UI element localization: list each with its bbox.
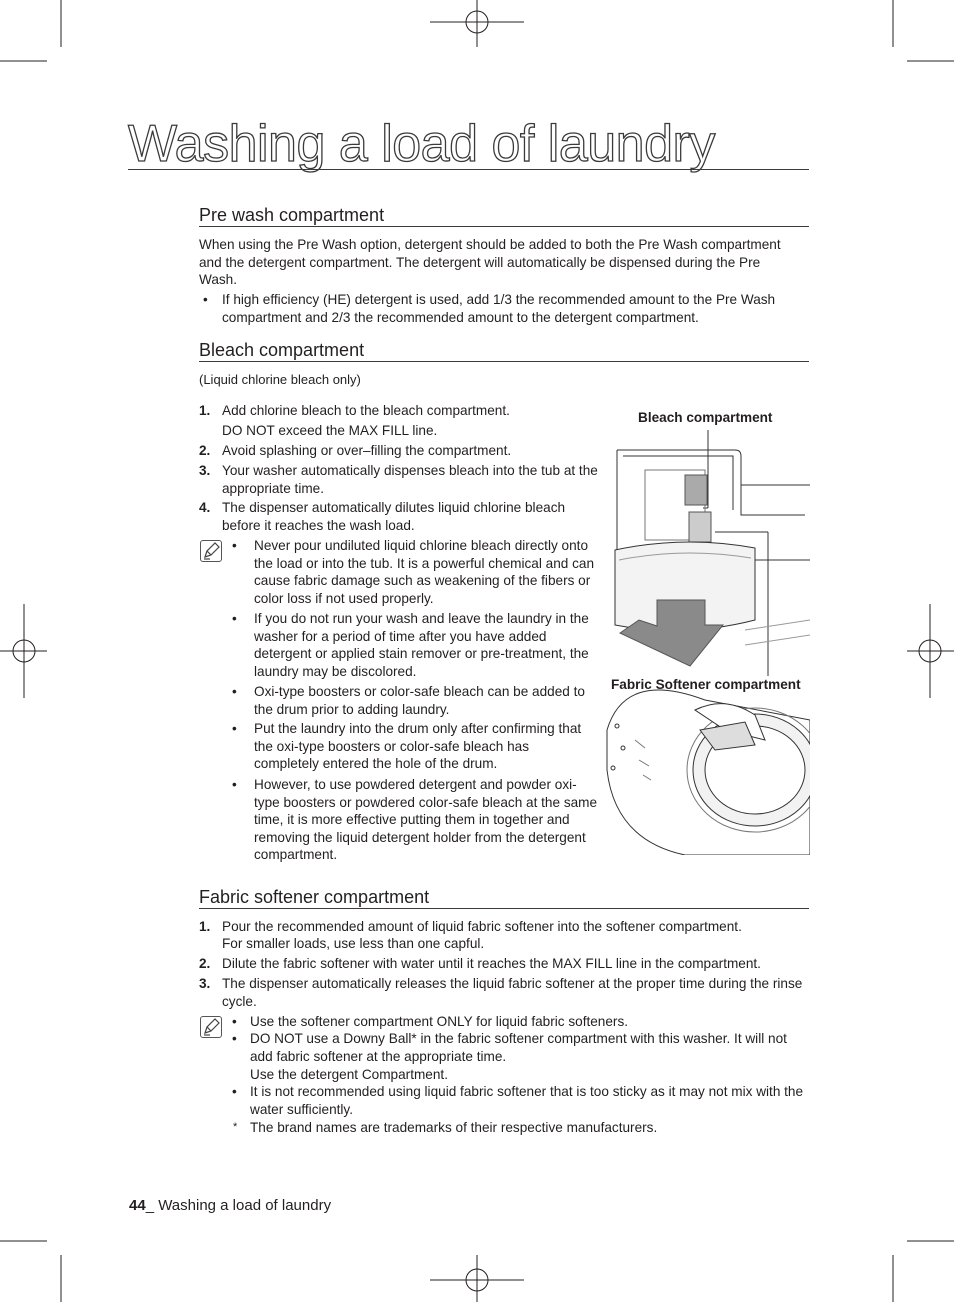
bleach-note: However, to use powdered detergent and powder oxi-type boosters or powdered color-safe bleach at the same time, it is more effective putting them in together and removing the liquid detergent holder from the detergent compartment.: [254, 777, 598, 863]
softener-step-extra: For smaller loads, use less than one capful.: [222, 936, 485, 951]
page-footer: [129, 1197, 331, 1214]
softener-step-number: 1.: [199, 919, 211, 934]
prewash-heading: Pre wash compartment: [199, 204, 809, 227]
bullet-icon: •: [232, 721, 237, 736]
bullet-icon: •: [232, 1014, 237, 1029]
bullet-icon: •: [232, 777, 237, 792]
bleach-step-text: Your washer automatically dispenses bleach into the tub at the appropriate time.: [222, 463, 598, 496]
footnote: The brand names are trademarks of their respective manufacturers.: [250, 1120, 658, 1135]
bleach-step-text: Add chlorine bleach to the bleach compartment.: [222, 403, 510, 418]
softener-note: Use the softener compartment ONLY for liquid fabric softeners.: [250, 1014, 629, 1029]
pencil-note-icon: [200, 540, 222, 562]
bleach-compartment-label: Bleach compartment: [638, 410, 773, 425]
dispenser-illustration: [605, 430, 810, 855]
softener-step-number: 2.: [199, 956, 211, 971]
softener-note-extra: Use the detergent Compartment.: [250, 1067, 448, 1082]
bullet-icon: •: [203, 292, 208, 307]
bleach-step-extra: DO NOT exceed the MAX FILL line.: [222, 423, 438, 438]
softener-step-text: Dilute the fabric softener with water until it reaches the MAX FILL line in the compartment.: [222, 956, 761, 971]
bleach-heading: Bleach compartment: [199, 339, 809, 362]
prewash-bullet: If high efficiency (HE) detergent is used, add 1/3 the recommended amount to the Pre Wash compartment and 2/3 the recommended amount to the detergent compartment.: [222, 292, 776, 325]
footnote-mark: *: [233, 1121, 238, 1133]
footer-label: _ Washing a load of laundry: [145, 1197, 332, 1214]
bullet-icon: •: [232, 684, 237, 699]
softener-note: It is not recommended using liquid fabric softener that is too sticky as it may not mix with the water sufficiently.: [250, 1084, 804, 1117]
bleach-step-number: 1.: [199, 403, 211, 418]
bullet-icon: •: [232, 1084, 237, 1099]
bleach-step-text: Avoid splashing or over–filling the compartment.: [222, 443, 512, 458]
bullet-icon: •: [232, 538, 237, 553]
bleach-step-number: 2.: [199, 443, 211, 458]
bleach-step-number: 4.: [199, 500, 211, 515]
page-title: Washing a load of laundry: [128, 115, 715, 173]
fabric-softener-compartment-label: Fabric Softener compartment: [611, 677, 801, 692]
bleach-note: Never pour undiluted liquid chlorine bleach directly onto the load or into the tub. It is a powerful chemical and can cause fabric damage such as weakening of the fibers or color loss if not used properly.: [254, 538, 595, 606]
prewash-intro: When using the Pre Wash option, detergent should be added to both the Pre Wash compartment and the detergent compartment. The detergent will automatically be dispensed during the Pre Wash.: [199, 237, 781, 288]
softener-heading: Fabric softener compartment: [199, 886, 809, 909]
softener-note: DO NOT use a Downy Ball* in the fabric softener compartment with this washer. It will not add fabric softener at the appropriate time.: [250, 1031, 787, 1064]
bullet-icon: •: [232, 611, 237, 626]
bleach-note: Oxi-type boosters or color-safe bleach can be added to the drum prior to adding laundry.: [254, 684, 585, 717]
bleach-note: Put the laundry into the drum only after confirming that the oxi-type boosters or color-safe bleach has completely entered the hole of the drum.: [254, 721, 582, 772]
pencil-note-icon: [200, 1016, 222, 1038]
softener-step-text: Pour the recommended amount of liquid fabric softener into the softener compartment.: [222, 919, 742, 934]
title-rule: [128, 169, 809, 170]
page-number: 44: [129, 1197, 146, 1214]
bleach-step-number: 3.: [199, 463, 211, 478]
softener-step-text: The dispenser automatically releases the liquid fabric softener at the proper time during the rinse cycle.: [222, 976, 803, 1009]
bleach-step-text: The dispenser automatically dilutes liquid chlorine bleach before it reaches the wash load.: [222, 500, 566, 533]
bleach-note: If you do not run your wash and leave the laundry in the washer for a period of time after you have added detergent or applied stain remover or pre-treatment, the laundry may be discolored.: [254, 611, 589, 679]
bleach-subtitle: (Liquid chlorine bleach only): [199, 372, 361, 387]
bullet-icon: •: [232, 1031, 237, 1046]
softener-step-number: 3.: [199, 976, 211, 991]
